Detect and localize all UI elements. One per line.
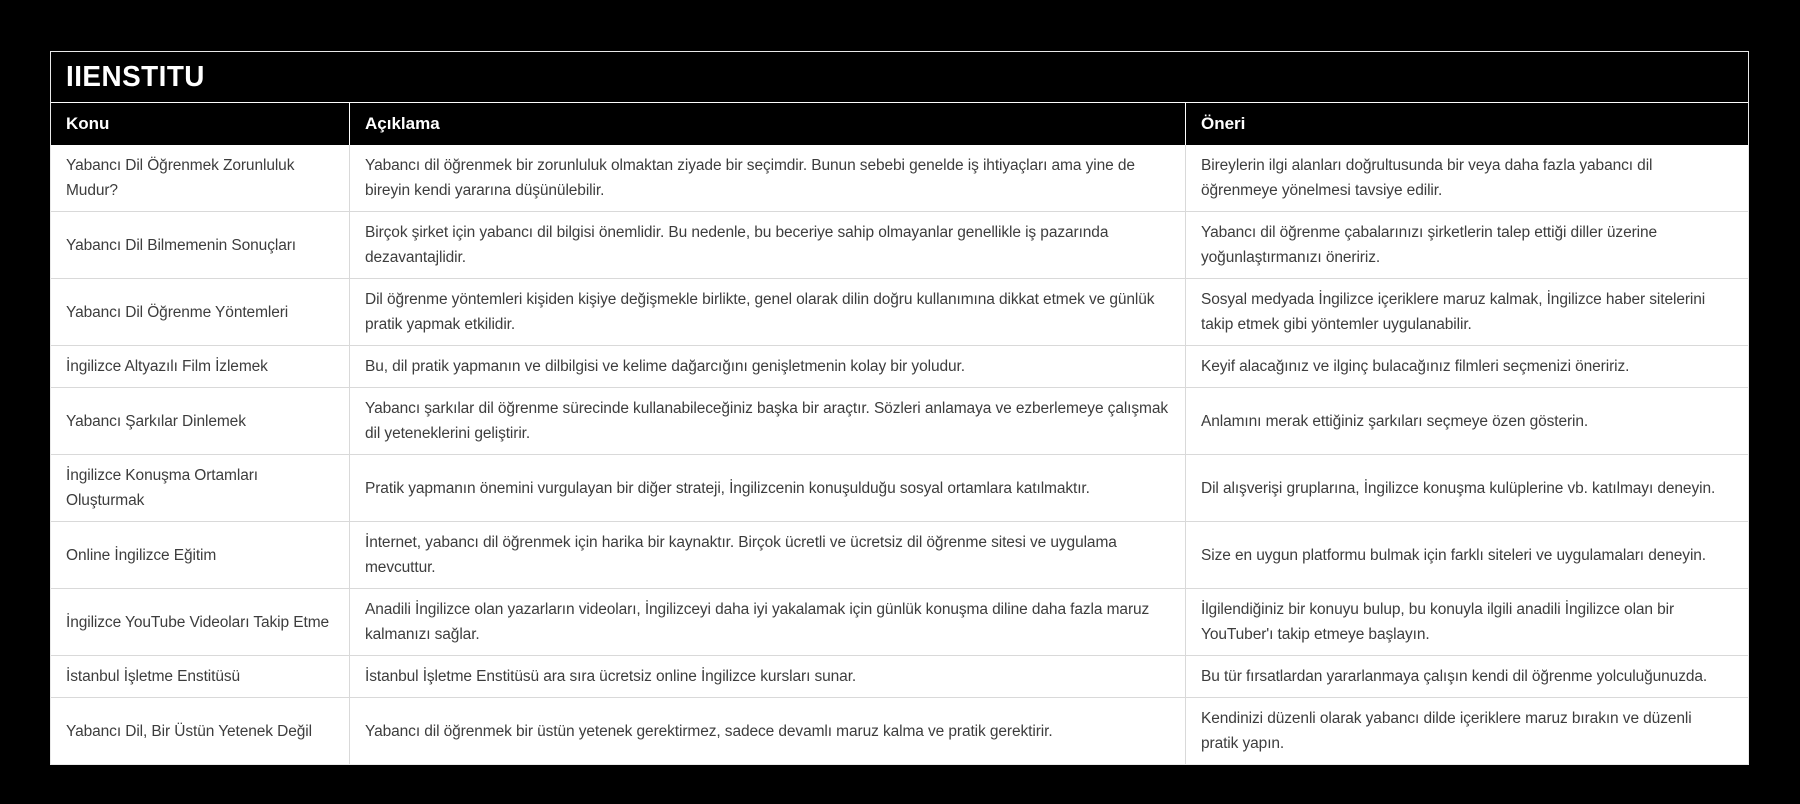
- cell-aciklama: Yabancı şarkılar dil öğrenme sürecinde kullanabileceğiniz başka bir araçtır. Sözleri anlamaya ve ezberlemeye çalışmak dil yeteneklerini geliştirir.: [350, 388, 1186, 455]
- cell-konu: Yabancı Dil Bilmemenin Sonuçları: [51, 212, 350, 279]
- cell-oneri: Sosyal medyada İngilizce içeriklere maruz kalmak, İngilizce haber sitelerini takip etmek gibi yöntemler uygulanabilir.: [1186, 279, 1749, 346]
- table-body: [51, 145, 1748, 764]
- table-row: [51, 522, 1748, 589]
- cell-aciklama: İstanbul İşletme Enstitüsü ara sıra ücretsiz online İngilizce kursları sunar.: [350, 656, 1186, 698]
- cell-oneri: Kendinizi düzenli olarak yabancı dilde içeriklere maruz bırakın ve düzenli pratik yapın.: [1186, 698, 1749, 765]
- column-header-konu: Konu: [51, 103, 350, 145]
- cell-aciklama: Pratik yapmanın önemini vurgulayan bir diğer strateji, İngilizcenin konuşulduğu sosyal ortamlara katılmaktır.: [350, 455, 1186, 522]
- cell-aciklama: Birçok şirket için yabancı dil bilgisi önemlidir. Bu nedenle, bu beceriye sahip olmayanlar genellikle iş pazarında dezavantajlidir.: [350, 212, 1186, 279]
- cell-aciklama: Yabancı dil öğrenmek bir üstün yetenek gerektirmez, sadece devamlı maruz kalma ve pratik gerektirir.: [350, 698, 1186, 765]
- cell-oneri: İlgilendiğiniz bir konuyu bulup, bu konuyla ilgili anadili İngilizce olan bir YouTuber'ı takip etmeye başlayın.: [1186, 589, 1749, 656]
- cell-aciklama: Anadili İngilizce olan yazarların videoları, İngilizceyi daha iyi yakalamak için günlük konuşma diline daha fazla maruz kalmanızı sağlar.: [350, 589, 1186, 656]
- table-row: [51, 698, 1748, 765]
- header-row: [51, 103, 1748, 145]
- cell-konu: İngilizce Konuşma Ortamları Oluşturmak: [51, 455, 350, 522]
- cell-oneri: Size en uygun platformu bulmak için farklı siteleri ve uygulamaları deneyin.: [1186, 522, 1749, 589]
- cell-konu: İstanbul İşletme Enstitüsü: [51, 656, 350, 698]
- column-header-oneri: Öneri: [1186, 103, 1749, 145]
- page-title: IIENSTITU: [66, 60, 205, 93]
- cell-oneri: Yabancı dil öğrenme çabalarınızı şirketlerin talep ettiği diller üzerine yoğunlaştırmanızı öneririz.: [1186, 212, 1749, 279]
- cell-oneri: Bireylerin ilgi alanları doğrultusunda bir veya daha fazla yabancı dil öğrenmeye yönelmesi tavsiye edilir.: [1186, 145, 1749, 212]
- cell-konu: Yabancı Dil Öğrenme Yöntemleri: [51, 279, 350, 346]
- cell-oneri: Keyif alacağınız ve ilginç bulacağınız filmleri seçmenizi öneririz.: [1186, 346, 1749, 388]
- cell-aciklama: Dil öğrenme yöntemleri kişiden kişiye değişmekle birlikte, genel olarak dilin doğru kullanımına dikkat etmek ve günlük pratik yapmak etkilidir.: [350, 279, 1186, 346]
- cell-konu: Yabancı Şarkılar Dinlemek: [51, 388, 350, 455]
- cell-aciklama: Yabancı dil öğrenmek bir zorunluluk olmaktan ziyade bir seçimdir. Bunun sebebi genelde iş ihtiyaçları ama yine de bireyin kendi yararına düşünülebilir.: [350, 145, 1186, 212]
- topics-table: [51, 103, 1748, 764]
- cell-oneri: Dil alışverişi gruplarına, İngilizce konuşma kulüplerine vb. katılmayı deneyin.: [1186, 455, 1749, 522]
- cell-konu: Online İngilizce Eğitim: [51, 522, 350, 589]
- table-row: [51, 279, 1748, 346]
- report-window: [50, 51, 1749, 765]
- cell-konu: İngilizce Altyazılı Film İzlemek: [51, 346, 350, 388]
- column-header-aciklama: Açıklama: [350, 103, 1186, 145]
- titlebar: [51, 52, 1748, 103]
- table-row: [51, 388, 1748, 455]
- table-row: [51, 656, 1748, 698]
- table-row: [51, 455, 1748, 522]
- table-header: [51, 103, 1748, 145]
- table-row: [51, 145, 1748, 212]
- cell-konu: Yabancı Dil Öğrenmek Zorunluluk Mudur?: [51, 145, 350, 212]
- cell-aciklama: Bu, dil pratik yapmanın ve dilbilgisi ve kelime dağarcığını genişletmenin kolay bir yoludur.: [350, 346, 1186, 388]
- table-row: [51, 589, 1748, 656]
- cell-konu: İngilizce YouTube Videoları Takip Etme: [51, 589, 350, 656]
- cell-konu: Yabancı Dil, Bir Üstün Yetenek Değil: [51, 698, 350, 765]
- table-row: [51, 212, 1748, 279]
- cell-aciklama: İnternet, yabancı dil öğrenmek için harika bir kaynaktır. Birçok ücretli ve ücretsiz dil öğrenme sitesi ve uygulama mevcuttur.: [350, 522, 1186, 589]
- cell-oneri: Bu tür fırsatlardan yararlanmaya çalışın kendi dil öğrenme yolculuğunuzda.: [1186, 656, 1749, 698]
- cell-oneri: Anlamını merak ettiğiniz şarkıları seçmeye özen gösterin.: [1186, 388, 1749, 455]
- table-row: [51, 346, 1748, 388]
